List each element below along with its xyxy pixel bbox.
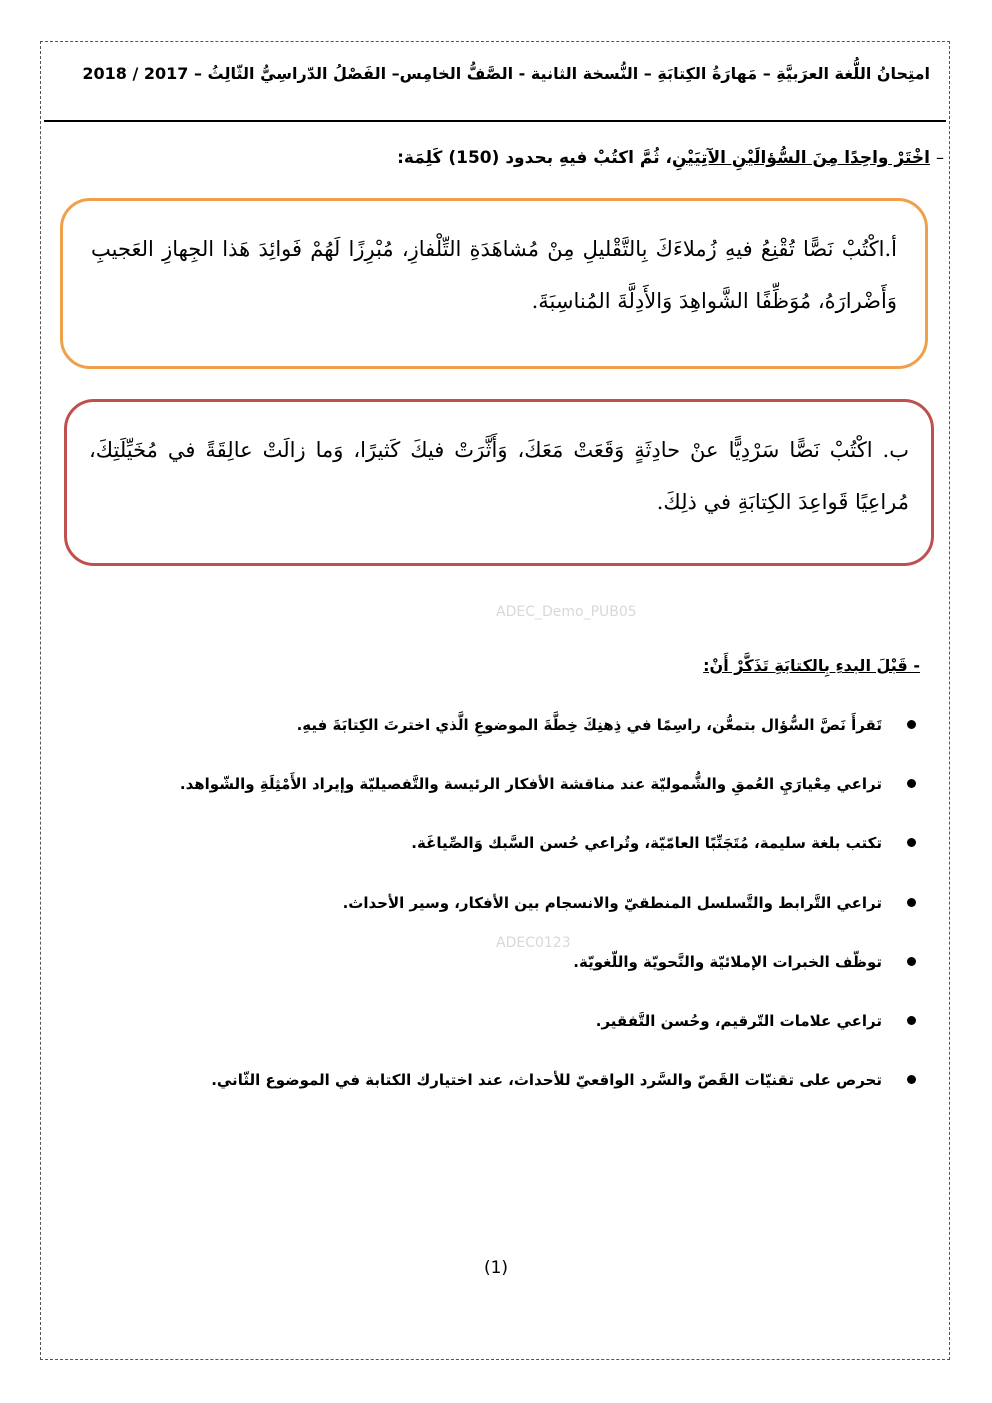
question-b-box	[64, 399, 934, 566]
tip-item	[120, 764, 916, 823]
instruction-rest: ، ثُمَّ اكتُبْ فيهِ بحدود (150) كَلِمَة:	[397, 148, 672, 168]
tip-text: تكتب بلغة سليمة، مُتَجَنِّبًا العامّيّة، وتُراعي حُسن السَّبك وَالصِّياغَة.	[411, 834, 882, 853]
bullet-icon	[907, 720, 916, 729]
tip-text: تراعي التَّرابط والتَّسلسل المنطقيّ والانسجام بين الأفكار، وسير الأحداث.	[342, 893, 882, 912]
tip-item	[120, 942, 916, 1001]
question-a-box	[60, 198, 928, 369]
question-a-text: أ.اكْتُبْ نَصًّا تُقْنِعُ فيهِ زُملاءَكَ بِالتَّقْليلِ مِنْ مُشاهَدَةِ التِّلْفازِ، مُبْرِزًا لَهُمْ فَوائِدَ هَذا الجِهازِ العَجيبِ وَأَضْرارَهُ، مُوَظِّفًا الشَّواهِدَ وَالأَدِلَّةَ المُناسِبَةَ.	[91, 237, 897, 313]
tip-text: تَقرأَ نَصَّ السُّؤال بتمعُّن، راسِمًا في ذِهنِكَ خِطَّةَ الموضوعِ الَّذي اخترتَ الكِتابَةَ فيهِ.	[296, 716, 882, 734]
reminder-title: - قَبْلَ البدءِ بِالكتابَةِ تَذَكَّرْ أَنْ:	[703, 656, 920, 675]
tip-text: توظّف الخبرات الإملائيّة والنَّحويّة واللّغويّة.	[573, 952, 882, 971]
bullet-icon	[907, 779, 916, 788]
tip-text: تراعي مِعْيارَيِ العُمقِ والشُّموليّة عند مناقشة الأفكار الرئيسة والتَّفصيليّة وإيراد الأَمْثِلَةِ والشّواهد.	[179, 775, 882, 794]
watermark: ADEC_Demo_PUB05	[496, 604, 637, 620]
tip-item	[120, 1060, 916, 1119]
tip-item	[120, 705, 916, 764]
bullet-icon	[907, 898, 916, 907]
tip-text: تراعي علامات التّرقيم، وحُسن التَّفقير.	[595, 1011, 882, 1030]
header-divider	[44, 120, 946, 122]
tip-text: تحرص على تقنيّات القَصّ والسَّرد الواقعيّ للأحداث، عند اختيارك الكتابة في الموضوع الثّاني.	[211, 1071, 882, 1090]
watermark: ADEC0123	[496, 935, 571, 951]
bullet-icon	[907, 957, 916, 966]
instruction-dash: –	[936, 148, 944, 167]
bullet-icon	[907, 838, 916, 847]
instruction-text	[200, 148, 930, 168]
tip-item	[120, 1001, 916, 1060]
bullet-icon	[907, 1075, 916, 1084]
exam-header: امتِحانُ اللُّغة العرَبيَّةِ – مَهارَةُ الكِتابَةِ – النُّسخة الثانية - الصَّفُّ الخامِس– الفَصْلُ الدّراسِيُّ الثّالِثُ – 2017 / 2018	[82, 64, 930, 83]
bullet-icon	[907, 1016, 916, 1025]
instruction-underlined: اخْتَرْ واحِدًا مِنَ السُّؤالَيْنِ الآتِيَيْنِ	[671, 148, 930, 168]
tips-list	[120, 705, 916, 1119]
page-number: (1)	[483, 1258, 509, 1278]
tip-item	[120, 823, 916, 882]
question-b-text: ب. اكْتُبْ نَصًّا سَرْدِيًّا عنْ حادِثَةٍ وَقَعَتْ مَعَكَ، وَأَثَّرَتْ فيكَ كَثيرًا، وَما زالَتْ عالِقَةً في مُخَيِّلَتِكَ، مُراعِيًا قَواعِدَ الكِتابَةِ في ذلِكَ.	[89, 438, 909, 514]
tip-item	[120, 883, 916, 942]
